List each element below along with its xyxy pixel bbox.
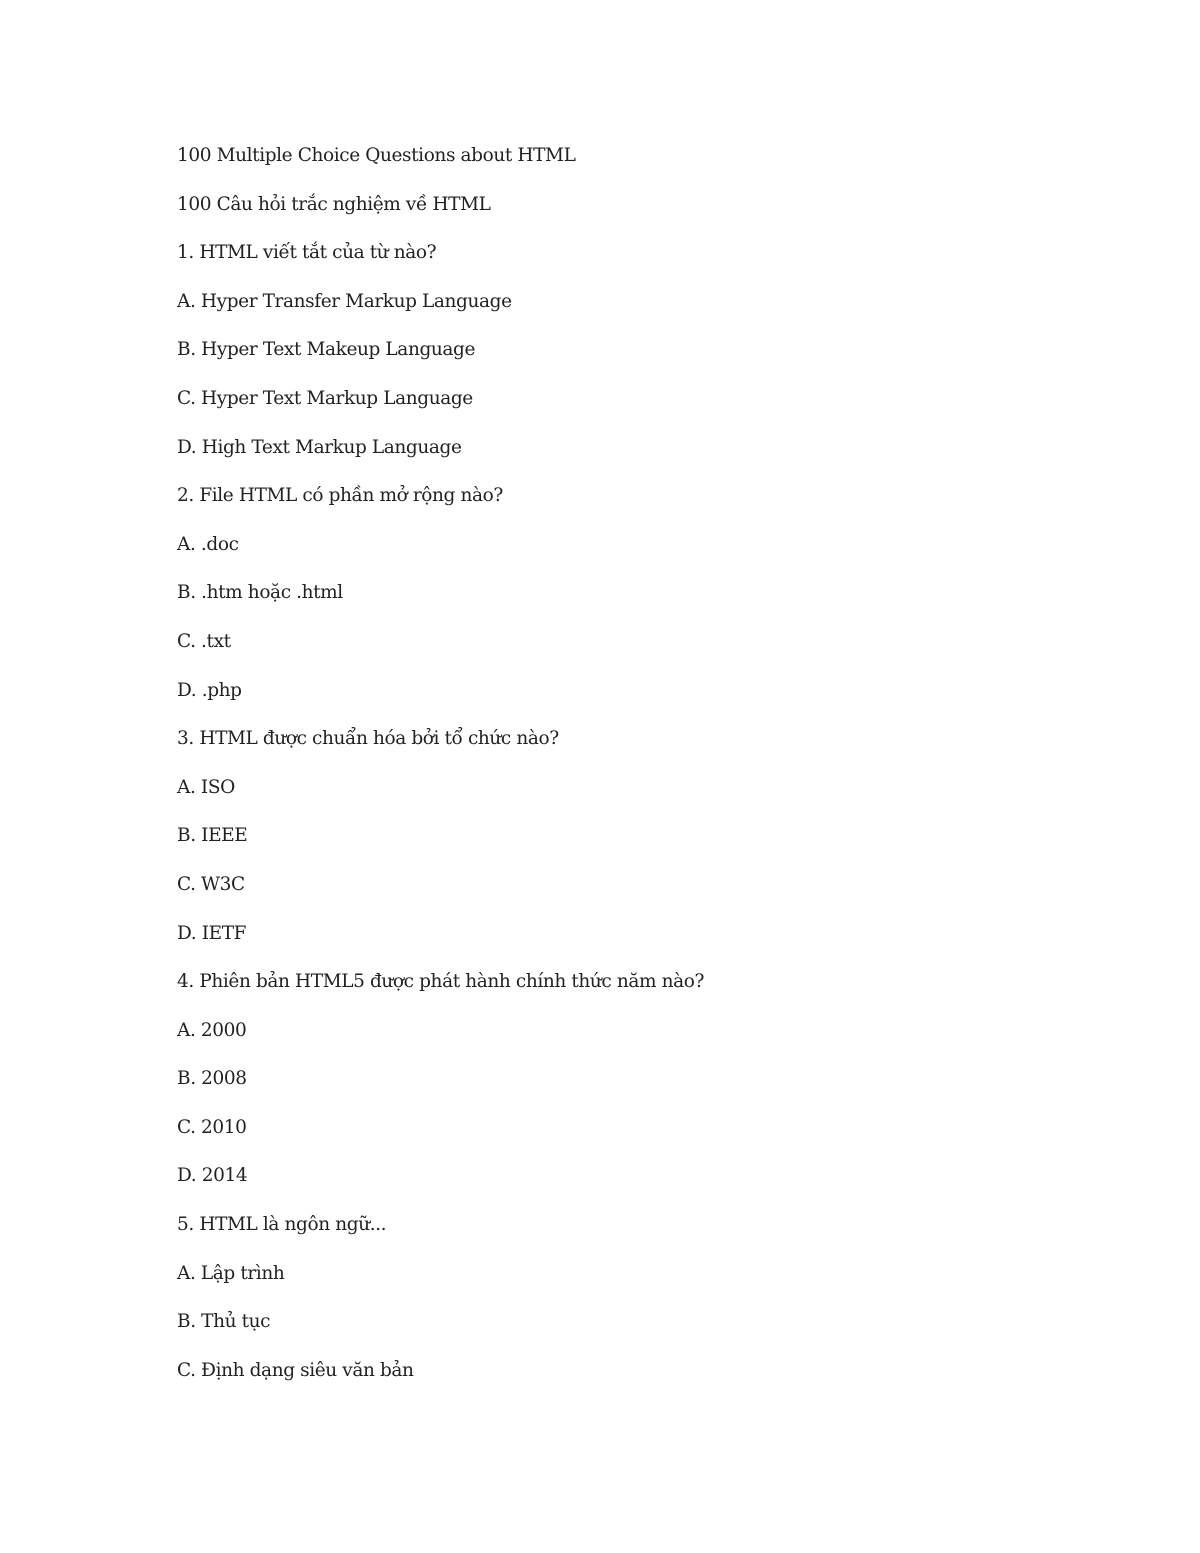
question-5-option-c: C. Định dạng siêu văn bản [177,1359,414,1381]
question-3-option-c: C. W3C [177,873,245,895]
document-title-en: 100 Multiple Choice Questions about HTML [177,145,576,166]
question-3-option-b: B. IEEE [177,825,248,847]
question-3-option-d: D. IETF [177,922,247,944]
question-4-text: 4. Phiên bản HTML5 được phát hành chính thức năm nào? [177,971,705,993]
question-2-option-a: A. .doc [177,533,239,555]
question-4-option-a: A. 2000 [177,1019,247,1041]
question-5-text: 5. HTML là ngôn ngữ... [177,1214,387,1236]
question-2-option-b: B. .htm hoặc .html [177,582,343,604]
question-5-option-a: A. Lập trình [177,1262,285,1284]
question-5-option-b: B. Thủ tục [177,1311,271,1333]
question-4-option-b: B. 2008 [177,1068,247,1090]
question-1-text: 1. HTML viết tắt của từ nào? [177,242,437,264]
question-3-text: 3. HTML được chuẩn hóa bởi tổ chức nào? [177,728,559,750]
question-2-option-c: C. .txt [177,630,231,652]
question-4-option-d: D. 2014 [177,1165,248,1187]
question-3-option-a: A. ISO [177,776,235,798]
question-1-option-c: C. Hyper Text Markup Language [177,387,473,409]
question-4-option-c: C. 2010 [177,1116,247,1138]
question-2-text: 2. File HTML có phần mở rộng nào? [177,485,503,507]
question-1-option-a: A. Hyper Transfer Markup Language [177,290,512,312]
question-2-option-d: D. .php [177,679,242,701]
document-body [177,142,1077,1405]
question-1-option-b: B. Hyper Text Makeup Language [177,339,476,361]
question-1-option-d: D. High Text Markup Language [177,436,462,458]
document-title-vi: 100 Câu hỏi trắc nghiệm về HTML [177,193,491,215]
